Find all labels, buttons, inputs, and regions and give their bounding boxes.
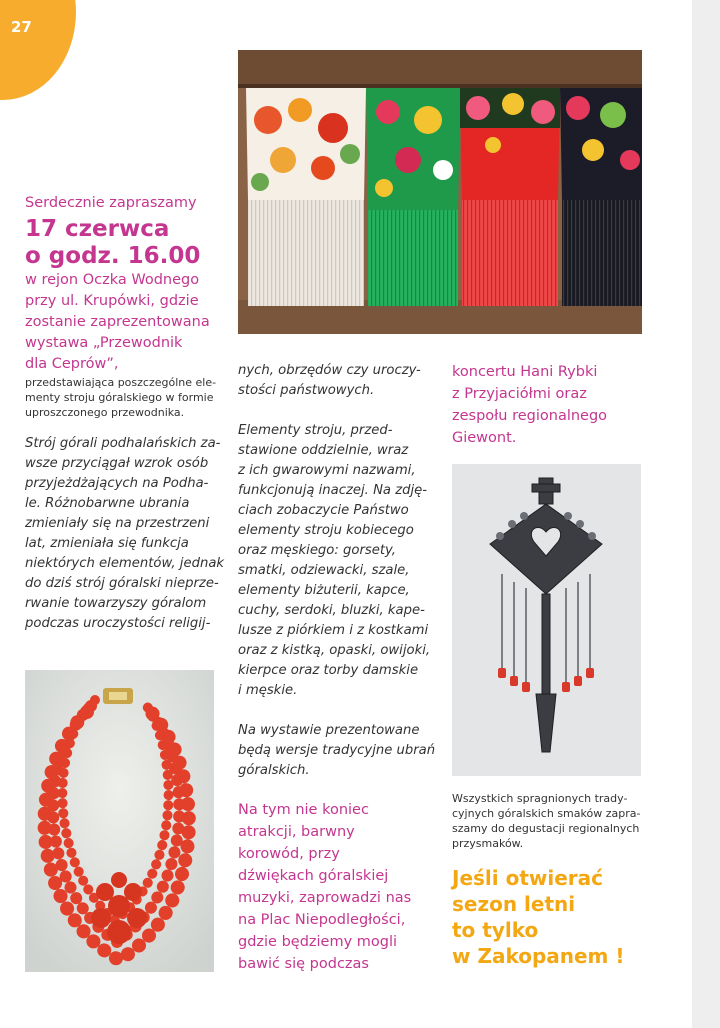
date-line-1: 17 czerwca — [25, 216, 170, 242]
closing-line: w Zakopanem ! — [452, 944, 625, 968]
tasting-line: przysmaków. — [452, 837, 524, 850]
col3-top-text — [452, 361, 607, 449]
highlight-line: atrakcji, barwny — [238, 824, 355, 840]
page-gutter — [692, 0, 720, 1028]
shawls-photo — [238, 50, 642, 334]
location-line: przy ul. Krupówki, gdzie — [25, 293, 199, 309]
concert-line: zespołu regionalnego — [452, 408, 608, 424]
paragraph-line: smatki, odziewacki, szale, — [238, 563, 410, 578]
paragraph-line: góralskich. — [238, 763, 310, 778]
paragraph-line: elementy biżuterii, kapce, — [238, 583, 410, 598]
intro-text: Serdecznie zapraszamy — [25, 195, 197, 211]
highlight-line: muzyki, zaprowadzi nas — [238, 890, 412, 906]
tasting-line: cyjnych góralskich smaków zapra- — [452, 807, 641, 820]
desc-line: menty stroju góralskiego w formie — [25, 391, 214, 404]
history-line: przyjeżdżających na Podha- — [25, 476, 209, 491]
highlight-line: bawić się podczas — [238, 956, 369, 972]
concert-line: koncertu Hani Rybki — [452, 364, 598, 380]
history-line: le. Różnobarwne ubrania — [25, 496, 190, 511]
history-line: Strój górali podhalańskich za- — [25, 436, 221, 451]
paragraph-line: stości państwowych. — [238, 383, 375, 398]
history-line: lat, zmieniała się funkcja — [25, 536, 189, 551]
paragraph-line: ciach zobaczycie Państwo — [238, 503, 409, 518]
coral-necklace-photo — [25, 670, 214, 972]
history-line: podczas uroczystości religij- — [25, 616, 211, 631]
highlight-line: na Plac Niepodległości, — [238, 912, 406, 928]
tasting-line: szamy do degustacji regionalnych — [452, 822, 640, 835]
highlight-line: dźwiękach góralskiej — [238, 868, 389, 884]
location-line: dla Ceprów”, — [25, 356, 119, 372]
paragraph-line: lusze z piórkiem i z kostkami — [238, 623, 429, 638]
location-line: w rejon Oczka Wodnego — [25, 272, 200, 288]
paragraph-line: z ich gwarowymi nazwami, — [238, 463, 416, 478]
paragraph-line: funkcjonują inaczej. Na zdję- — [238, 483, 428, 498]
brooch-photo — [452, 464, 641, 776]
paragraph-line: cuchy, serdoki, bluzki, kape- — [238, 603, 425, 618]
history-line: rwanie towarzyszy góralom — [25, 596, 207, 611]
closing-line: sezon letni — [452, 892, 576, 916]
history-line: wsze przyciągał wzrok osób — [25, 456, 209, 471]
paragraph-line: stawione oddzielnie, wraz — [238, 443, 409, 458]
paragraph-line: Elementy stroju, przed- — [238, 423, 393, 438]
location-line: wystawa „Przewodnik — [25, 335, 183, 351]
paragraph-line: oraz z kistką, opaski, owijoki, — [238, 643, 431, 658]
location-line: zostanie zaprezentowana — [25, 314, 210, 330]
paragraph-line: i męskie. — [238, 683, 298, 698]
desc-line: przedstawiająca poszczególne ele- — [25, 376, 217, 389]
concert-line: Giewont. — [452, 430, 517, 446]
concert-line: z Przyjaciółmi oraz — [452, 386, 587, 402]
paragraph-line: nych, obrzędów czy uroczy- — [238, 363, 421, 378]
col1-text — [25, 193, 224, 634]
desc-line: uproszczonego przewodnika. — [25, 406, 185, 419]
tasting-line: Wszystkich spragnionych trady- — [452, 792, 628, 805]
date-line-2: o godz. 16.00 — [25, 243, 201, 269]
closing-line: to tylko — [452, 918, 539, 942]
highlight-line: gdzie będziemy mogli — [238, 934, 398, 950]
paragraph-line: elementy stroju kobiecego — [238, 523, 414, 538]
page-number: 27 — [11, 18, 32, 36]
paragraph-line: będą wersje tradycyjne ubrań — [238, 743, 436, 758]
page-corner-badge — [0, 0, 76, 100]
highlight-line: korowód, przy — [238, 846, 340, 862]
history-line: zmieniały się na przestrzeni — [25, 516, 210, 531]
paragraph-line: kierpce oraz torby damskie — [238, 663, 419, 678]
paragraph-line: oraz męskiego: gorsety, — [238, 543, 396, 558]
col2-text — [238, 361, 435, 975]
closing-line: Jeśli otwierać — [452, 866, 603, 890]
paragraph-line: Na wystawie prezentowane — [238, 723, 420, 738]
history-line: do dziś strój góralski nieprze- — [25, 576, 219, 591]
highlight-line: Na tym nie koniec — [238, 802, 369, 818]
col3-bottom-text — [452, 791, 640, 969]
history-line: niektórych elementów, jednak — [25, 556, 225, 571]
